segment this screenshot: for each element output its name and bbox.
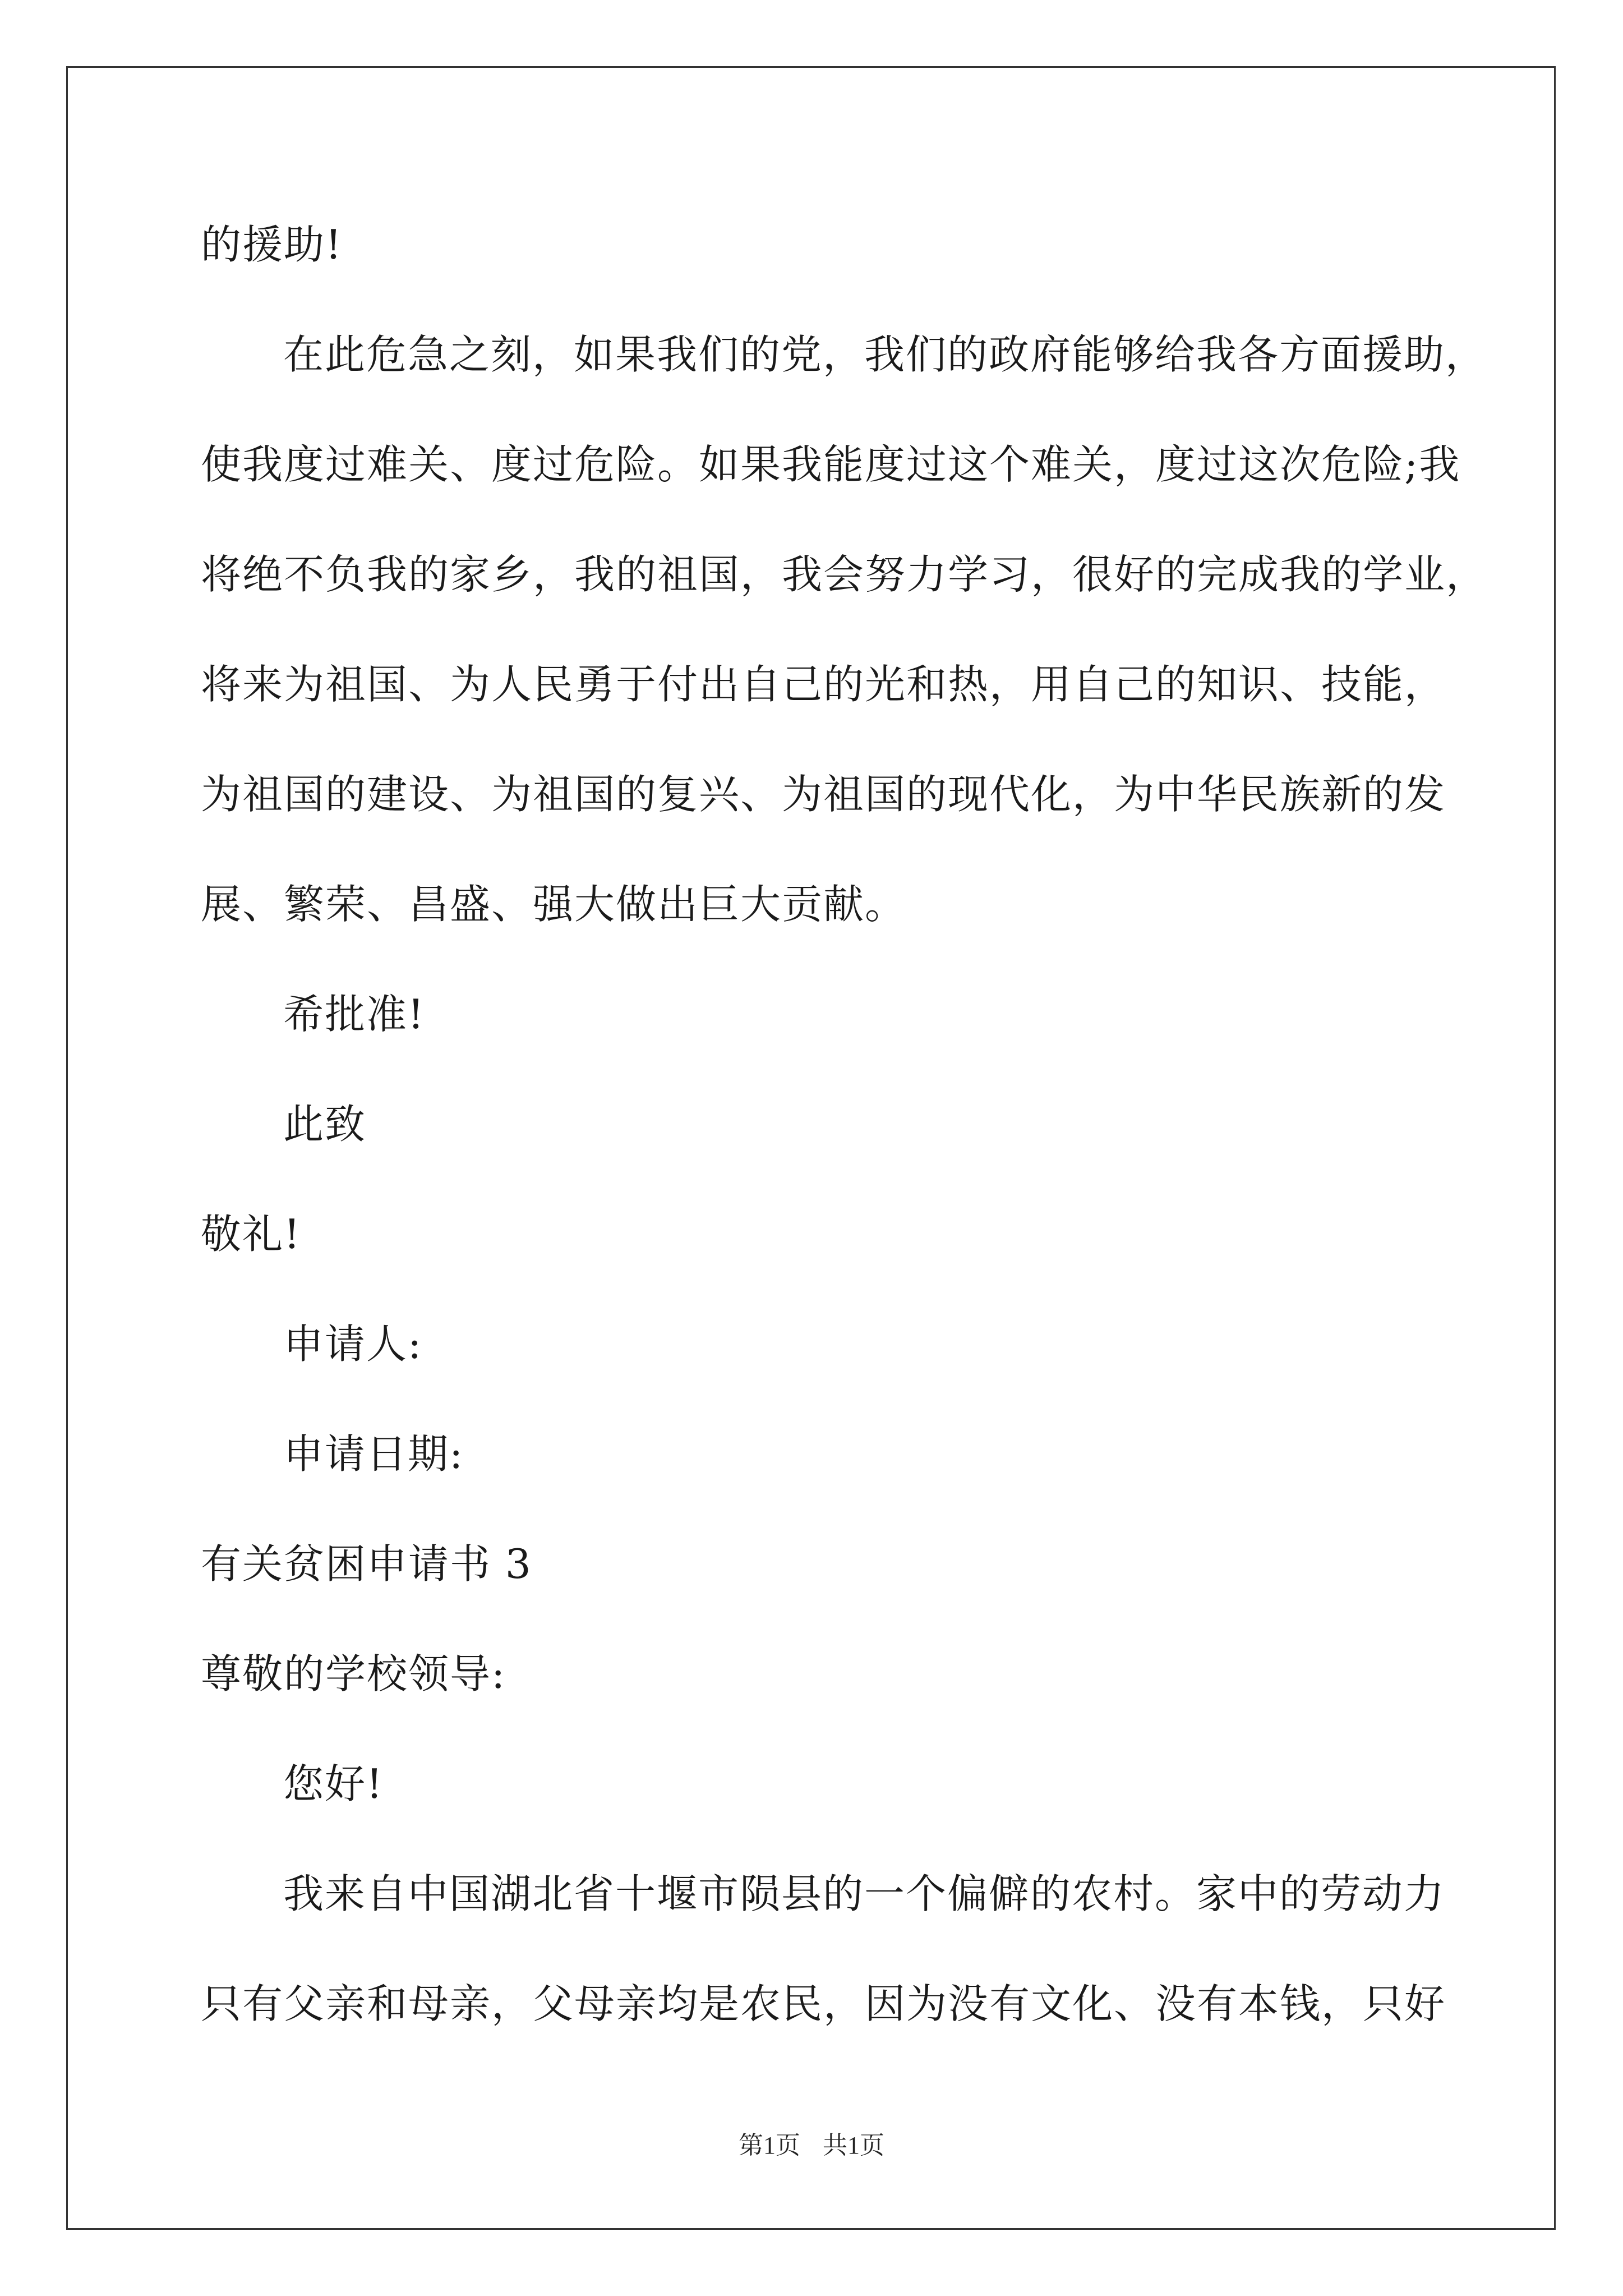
text-line: 将绝不负我的家乡，我的祖国，我会努力学习，很好的完成我的学业， xyxy=(201,551,1488,598)
page-total: 共1页 xyxy=(823,2132,884,2159)
text-line: 您好! xyxy=(283,1760,384,1807)
text-line: 我来自中国湖北省十堰市陨县的一个偏僻的农村。家中的劳动力 xyxy=(283,1870,1446,1917)
text-line: 申请人: xyxy=(283,1320,423,1368)
text-line: 申请日期: xyxy=(283,1430,464,1478)
text-line: 将来为祖国、为人民勇于付出自己的光和热，用自己的知识、技能， xyxy=(201,661,1446,708)
page-footer xyxy=(0,2129,1623,2162)
text-line: 敬礼! xyxy=(201,1211,301,1258)
text-line: 展、繁荣、昌盛、强大做出巨大贡献。 xyxy=(201,881,907,928)
text-line: 此致 xyxy=(283,1101,367,1148)
text-line: 的援助! xyxy=(201,221,343,268)
text-line: 希批准! xyxy=(283,991,425,1038)
text-line: 使我度过难关、度过危险。如果我能度过这个难关，度过这次危险;我 xyxy=(201,441,1461,488)
section-heading: 有关贫困申请书 3 xyxy=(201,1540,532,1588)
text-line: 尊敬的学校领导: xyxy=(201,1650,506,1697)
text-line: 只有父亲和母亲，父母亲均是农民，因为没有文化、没有本钱，只好 xyxy=(201,1980,1446,2027)
text-line: 在此危急之刻，如果我们的党，我们的政府能够给我各方面援助， xyxy=(283,331,1487,378)
text-line: 为祖国的建设、为祖国的复兴、为祖国的现代化，为中华民族新的发 xyxy=(201,771,1446,818)
page-number: 第1页 xyxy=(739,2132,800,2159)
